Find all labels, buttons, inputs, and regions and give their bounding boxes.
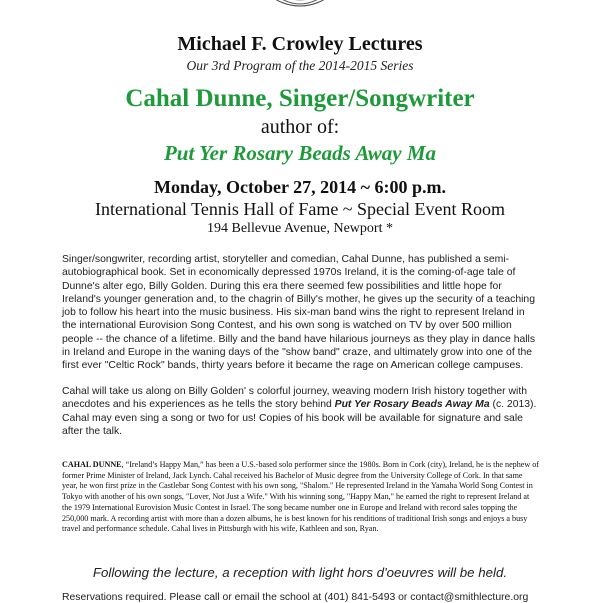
reservation-footer: Reservations required. Please call or email the school at (401) 841-5493 or contact@smithlecture.org (62, 592, 529, 603)
description-paragraph-2 (62, 385, 540, 438)
speaker-name: Cahal Dunne, Singer/Songwriter (125, 85, 475, 112)
event-venue: International Tennis Hall of Fame ~ Special Event Room (94, 199, 506, 219)
lecture-series-title: Michael F. Crowley Lectures (177, 33, 423, 55)
p2-end-text: (c. 2013). Cahal may even sing a song or two for us! Copies of his book will be available for signature and sale after the talk. (62, 399, 537, 437)
description-paragraph-1: Singer/songwriter, recording artist, storyteller and comedian, Cahal Dunne, has published a semi-autobiographical book. Set in economically depressed 1970s Ireland, it is the coming-of-age tale of Dunne's alter ego, Billy Golden. During this era there seemed few possibilities and little hope for Ireland's younger generation and, to the chagrin of Billy's mother, he gives up the security of a teaching job to follow his heart into the music business. His six-man band wins the right to represent Ireland in the international Eurovision Song Contest, and his own song is watched on TV by over 500 million people -- the chance of a lifetime. Billy and the band have hilarious journeys as they play in dance halls in Ireland and Europe in the waning days of the "show band" craze, and ultimately grow into one of the first ever "Celtic Rock" bands, thirty years before it became the rage on American college campuses. (62, 254, 536, 372)
p2-start-text: Cahal will take us along on Billy Golden' s colorful journey, weaving modern Irish history together with anecdotes and his experiences as he tells the story behind (62, 386, 527, 411)
speaker-bio (62, 460, 540, 535)
crowley-seal-logo (250, 0, 350, 10)
book-title: Put Yer Rosary Beads Away Ma (163, 141, 437, 165)
reception-note: Following the lecture, a reception with light hors d'oeuvres will be held. (92, 565, 508, 580)
author-of-label: author of: (260, 116, 340, 138)
p2-book-title: Put Yer Rosary Beads Away Ma (334, 399, 490, 411)
bio-text: , “Ireland’s Happy Man,” has been a U.S.-based solo performer since the 1980s. Born in Cork (city), Ireland, he is the nephew of former Prime Minister of Ireland, Jack Lynch. Cahal received his Bachelor of Music degree from the University College of Cork. In that same year, he won first prize in the Castlebar Song Contest with his own song, "Shalom." He represented Ireland in the Yamaha World Song Contest in Tokyo with another of his own songs, "Lover, Not Just a Wife." With his winning song, "Happy Man," he earned the right to represent Ireland at the 1979 International Eurovision Music Contest in Israel. The song became number one in Europe and Ireland with record sales topping the 250,000 mark. A recording artist with more than a dozen albums, he is best known for his renditions of traditional Irish songs and enjoys a busy travel and performance schedule. Cahal lives in Pittsburgh with his wife, Kathleen and son, Ryan. (62, 460, 539, 534)
event-address: 194 Bellevue Avenue, Newport * (207, 221, 393, 236)
event-date: Monday, October 27, 2014 ~ 6:00 p.m. (153, 177, 447, 197)
bio-name: CAHAL DUNNE (62, 460, 122, 469)
series-subtitle: Our 3rd Program of the 2014-2015 Series (186, 58, 414, 73)
